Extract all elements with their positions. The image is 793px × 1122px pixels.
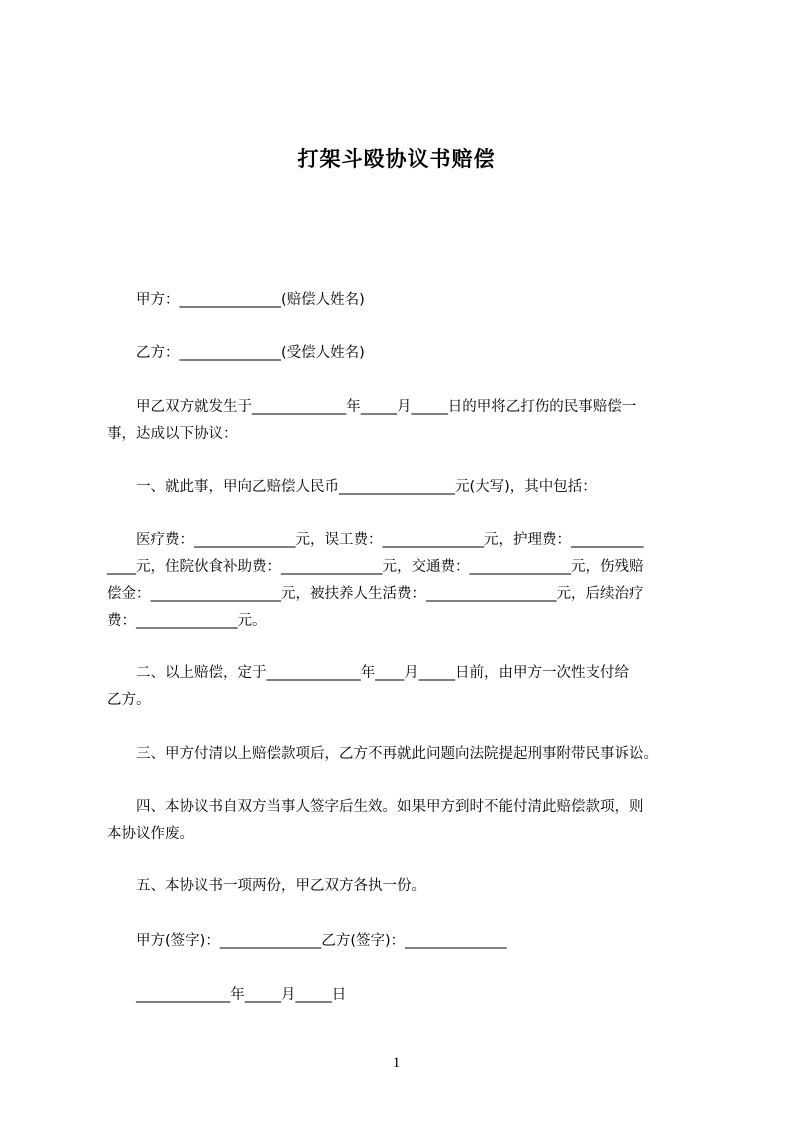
clause-2-line-2: 乙方。: [107, 692, 151, 708]
intro-line-2: 事，达成以下协议：: [107, 426, 238, 442]
clause-1: 一、就此事，甲向乙赔偿人民币________________元(大写)，其中包括：: [136, 479, 597, 495]
clause-5: 五、本协议书一项两份，甲乙双方各执一份。: [136, 878, 426, 894]
clause-4-line-2: 本协议作废。: [107, 826, 194, 842]
document-title: 打架斗殴协议书赔偿: [297, 147, 496, 171]
clause-4: [107, 794, 707, 848]
fees-paragraph: [107, 527, 707, 635]
fees-line-2: ____元，住院伙食补助费：______________元，交通费：______________元，伤残赔: [107, 559, 644, 575]
intro-line-1: 甲乙双方就发生于_____________年_____月_____日的甲将乙打伤的民事赔偿一: [136, 399, 637, 415]
clause-2: [107, 660, 707, 714]
fees-line-1: 医疗费：______________元，误工费：______________元，护理费：__________: [136, 532, 644, 548]
party-a-line: 甲方：______________(赔偿人姓名): [136, 292, 365, 308]
clause-2-line-1: 二、以上赔偿，定于_____________年____月_____日前，由甲方一次性支付给: [136, 665, 629, 681]
intro-paragraph: [107, 394, 707, 448]
clause-4-line-1: 四、本协议书自双方当事人签字后生效。如果甲方到时不能付清此赔偿款项，则: [136, 799, 644, 815]
page-number: 1: [392, 1055, 401, 1071]
fees-line-3: 偿金：__________________元，被扶养人生活费：__________________元，后续治疗: [107, 586, 644, 602]
fees-line-4: 费：______________元。: [107, 613, 267, 629]
date-line: _____________年_____月_____日: [136, 987, 347, 1003]
signature-line: 甲方(签字)：______________乙方(签字)：______________: [136, 933, 507, 949]
clause-3: 三、甲方付清以上赔偿款项后，乙方不再就此问题向法院提起刑事附带民事诉讼。: [136, 746, 658, 762]
party-b-line: 乙方：______________(受偿人姓名): [136, 345, 365, 361]
